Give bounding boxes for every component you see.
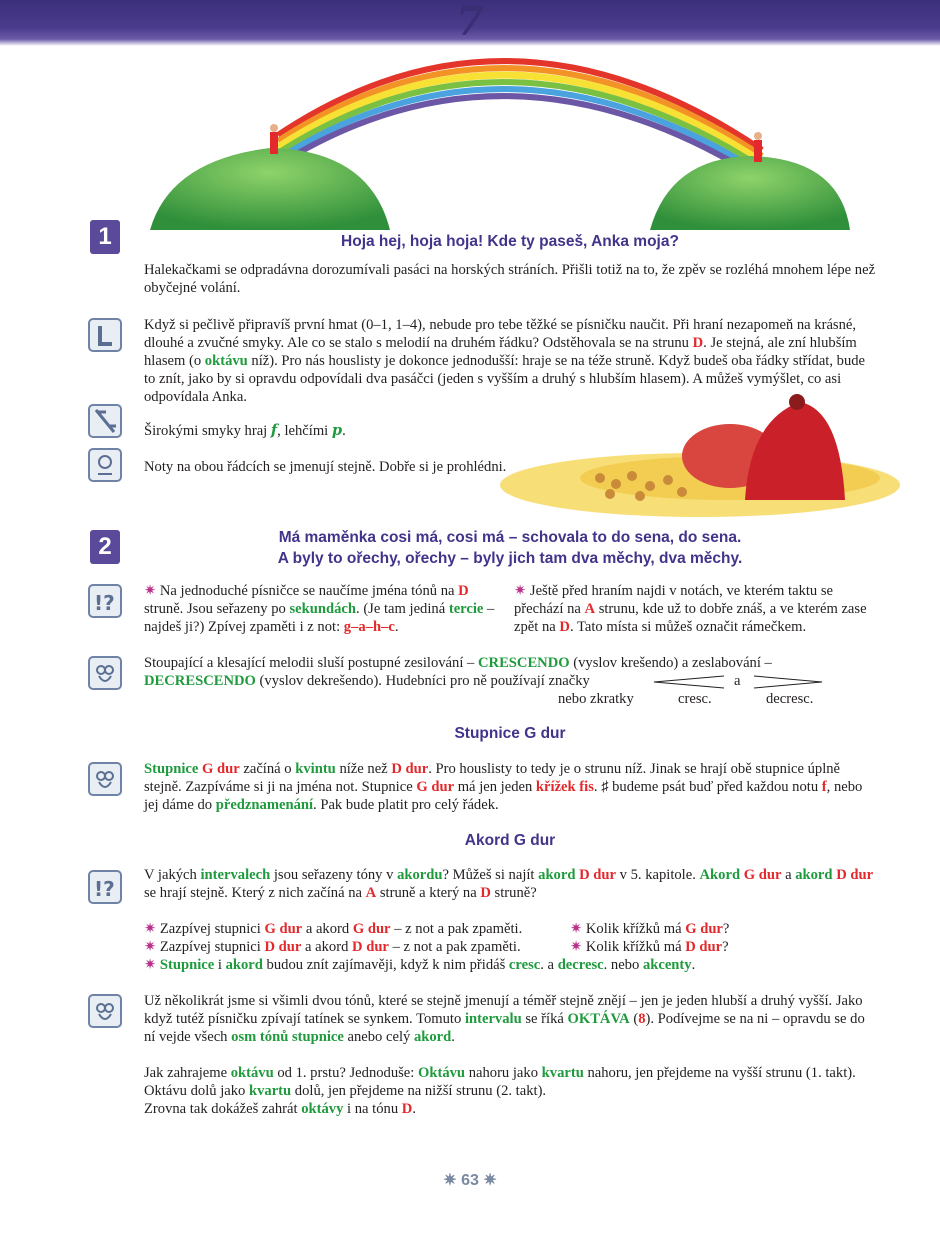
chord-bullet-1: ✷ Zazpívej stupnici G dur a akord G dur – z not a pak zpaměti. — [144, 921, 523, 937]
chord-bullet-1-right: ✷ Kolik křížků má G dur? — [570, 921, 730, 937]
scale-paragraph: Stupnice G dur začíná o kvintu níže než D dur. Pro houslisty to tedy je o strunu níž. Jinak se hrají obě stupnice úplně stejně. Zazpíváme si ji na jména not. Stupnice G dur má jen jeden křížek fis. ♯ budeme psát buď před každou notu f, nebo jej dáme do předznamenání. Pak bude platit pro celý řádek. — [144, 761, 863, 813]
abbrev-label: nebo zkratky — [558, 691, 634, 707]
fingering-paragraph: Když si pečlivě připravíš první hmat (0–1, 1–4), nebude pro tebe těžké se písničku naučit. Při hraní nezapomeň na krásné, dlouhé a zvučné smyky. Ale co se stalo s melodií na druhém řádku? Odstěhovala se na strunu D. Je stejná, ale zní hlubším hlasem (o oktávu níž). Pro nás houslisty je dokonce jednodušší: hraje se na téže struně. Když budeš oba řádky střídat, bude to znít, jako by si opravdu odpovídali dva pasáčci (jeden s vyšším a druhý s hlubším hlasem). A můžeš vymýšlet, co asi odpovídala Anka. — [144, 317, 866, 405]
chapter-number: 7 — [456, 0, 484, 45]
chord-bullet-2: ✷ Zazpívej stupnici D dur a akord D dur – z not a pak zpaměti. — [144, 939, 521, 955]
octave-paragraph: Už několikrát jsme si všimli dvou tónů, které se stejně jmenují a téměř stejně znějí – jen je jeden hlubší a druhý vyšší. Jako když tutéž písničku zpívají tatínek se synkem. Tomuto intervalu se říká OKTÁVA (8). Podívejme se na ni – opravdu se do ní vejde všech osm tónů stupnice anebo celý akord. — [144, 993, 865, 1045]
star-bullet-icon: ✷ — [570, 939, 586, 955]
notes-paragraph: Noty na obou řádcích se jmenují stejně. Dobře si je prohlédni. — [144, 459, 507, 475]
octave-play-paragraph: Jak zahrajeme oktávu od 1. prstu? Jednoduše: Oktávu nahoru jako kvartu nahoru, jen přejdeme na vyšší strunu (1. takt). Oktávu dolů jako kvartu dolů, jen přejdeme na nižší strunu (2. takt). — [144, 1065, 856, 1099]
song-title-2-line-2: A byly to ořechy, ořechy – byly jich tam dva měchy, dva měchy. — [277, 550, 743, 567]
chord-bullet-3: ✷ Stupnice i akord budou znít zajímavěji, když k nim přidáš cresc. a decresc. nebo akcenty. — [144, 957, 696, 973]
octave-d-paragraph: Zrovna tak dokážeš zahrát oktávy i na tónu D. — [144, 1101, 416, 1117]
bow-icon — [88, 404, 122, 438]
dynamics-paragraph: Širokými smyky hraj f, lehčími p. — [144, 422, 346, 439]
section-number-1: 1 — [90, 220, 120, 254]
song-title-1: Hoja hej, hoja hoja! Kde ty paseš, Anka moja? — [341, 233, 679, 250]
crescendo-paragraph: Stoupající a klesající melodii sluší postupné zesilování – CRESCENDO (vyslov krešendo) a zeslabování – DECRESCENDO (vyslov dekrešendo). Hudebníci pro ně používají značky — [144, 655, 772, 689]
page-number-value: 63 — [461, 1172, 479, 1189]
chord-title: Akord G dur — [464, 832, 556, 849]
owl-icon — [88, 762, 122, 796]
question-icon — [88, 584, 122, 618]
cresc-abbrev: cresc. — [678, 691, 712, 707]
owl-icon — [88, 994, 122, 1028]
listen-icon — [88, 318, 122, 352]
star-bullet-icon: ✷ — [514, 583, 530, 599]
task-left: ✷ Na jednoduché písničce se naučíme jména tónů na D struně. Jsou seřazeny po sekundách. (Je tam jediná tercie – najdeš ji?) Zpívej zpaměti i z not: g–a–h–c. — [144, 583, 495, 635]
star-bullet-icon: ✷ — [144, 939, 160, 955]
chord-paragraph: V jakých intervalech jsou seřazeny tóny v akordu? Můžeš si najít akord D dur v 5. kapitole. Akord G dur a akord D dur se hrají stejně. Který z nich začíná na A struně a který na D struně? — [144, 867, 874, 901]
rainbow-illustration — [150, 40, 860, 240]
svg-text:!?: !? — [94, 591, 115, 615]
task-right: ✷ Ještě před hraním najdi v notách, ve kterém taktu se přechází na A strunu, kde už to dobře znáš, a ve kterém zase zpět na D. Tato místa si můžeš označit rámečkem. — [514, 583, 867, 635]
section-number-2: 2 — [90, 530, 120, 564]
intro-paragraph: Halekačkami se odpradávna dorozumívali pasáci na horských stráních. Přišli totiž na to, že zpěv se rozléhá mnohem lépe než obyčejné volání. — [144, 262, 876, 296]
look-icon — [88, 448, 122, 482]
svg-text:!?: !? — [94, 877, 115, 901]
chord-bullet-2-right: ✷ Kolik křížků má D dur? — [570, 939, 729, 955]
star-bullet-icon: ✷ — [144, 957, 160, 973]
song-title-2-line-1: Má maměnka cosi má, cosi má – schovala to do sena, do sena. — [278, 529, 742, 546]
decresc-abbrev: decresc. — [766, 691, 814, 707]
star-bullet-icon: ✷ — [570, 921, 586, 937]
hairpin-and: a — [734, 673, 741, 689]
page-number: ✷ 63 ✷ — [443, 1172, 497, 1189]
star-bullet-icon: ✷ — [144, 583, 160, 599]
hay-and-sacks-illustration — [500, 390, 920, 530]
question-icon — [88, 870, 122, 904]
owl-icon — [88, 656, 122, 690]
sharp-icon: ♯ — [601, 779, 609, 795]
star-bullet-icon: ✷ — [144, 921, 160, 937]
scale-title: Stupnice G dur — [454, 725, 566, 742]
